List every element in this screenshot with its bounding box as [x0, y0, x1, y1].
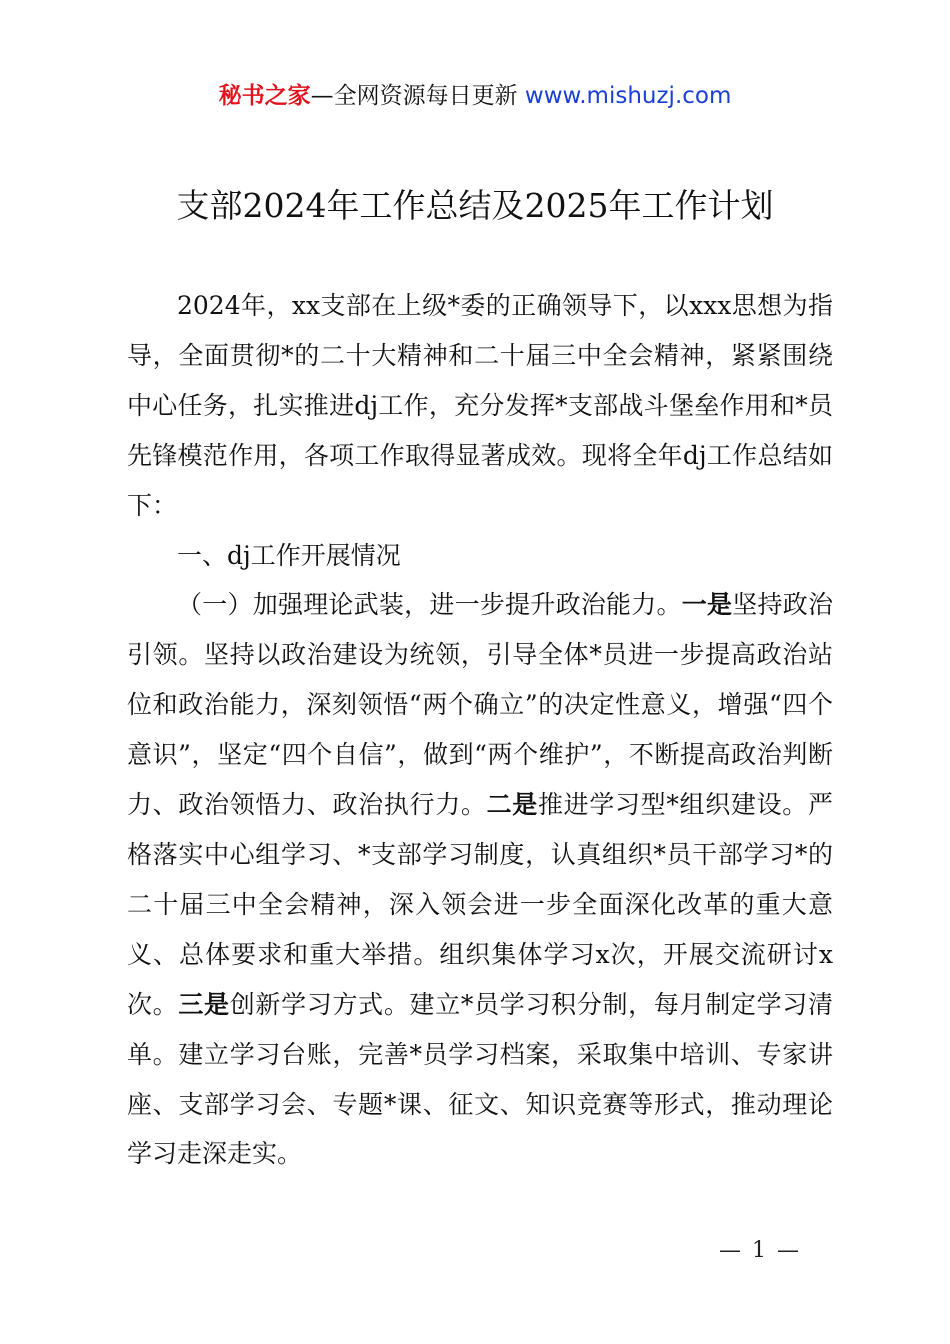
point-text-2: 推进学习型*组织建设。严格落实中心组学习、*支部学习制度，认真组织*员干部学习*的二十届三中全会精神，深入领会进一步全面深化改革的重大意义、总体要求和重大举措。组织集体学习x次，开展交流研讨x次。: [127, 790, 833, 1019]
section-heading: 一、dj工作开展情况: [177, 540, 401, 570]
point-text-1: 坚持政治引领。坚持以政治建设为统领，引导全体*员进一步提高政治站位和政治能力，深刻领悟“两个确立”的决定性意义，增强“四个意识”，坚定“四个自信”，做到“两个维护”，不断提高政治判断力、政治领悟力、政治执行力。: [127, 590, 833, 820]
site-header: [0, 80, 950, 112]
page-number: — 1 —: [719, 1238, 801, 1263]
body-paragraph: [127, 580, 833, 1179]
header-tagline: —全网资源每日更新: [310, 83, 518, 109]
document-body: [127, 281, 833, 1179]
intro-paragraph: 2024年，xx支部在上级*委的正确领导下，以xxx思想为指导，全面贯彻*的二十大精神和二十届三中全会精神，紧紧围绕中心任务，扎实推进dj工作，充分发挥*支部战斗堡垒作用和*员先锋模范作用，各项工作取得显著成效。现将全年dj工作总结如下：: [127, 291, 833, 520]
subsection-heading: （一）加强理论武装，进一步提升政治能力。: [177, 590, 682, 620]
brand-name: 秘书之家: [218, 83, 311, 109]
point-marker-3: 三是: [178, 989, 230, 1019]
site-url-link[interactable]: www.mishuzj.com: [524, 83, 732, 109]
point-marker-1: 一是: [681, 590, 733, 620]
point-marker-2: 二是: [486, 790, 538, 820]
document-title: 支部2024年工作总结及2025年工作计划: [176, 186, 774, 225]
point-text-3: 创新学习方式。建立*员学习积分制，每月制定学习清单。建立学习台账，完善*员学习档案，采取集中培训、专家讲座、支部学习会、专题*课、征文、知识竞赛等形式，推动理论学习走深走实。: [127, 989, 833, 1169]
